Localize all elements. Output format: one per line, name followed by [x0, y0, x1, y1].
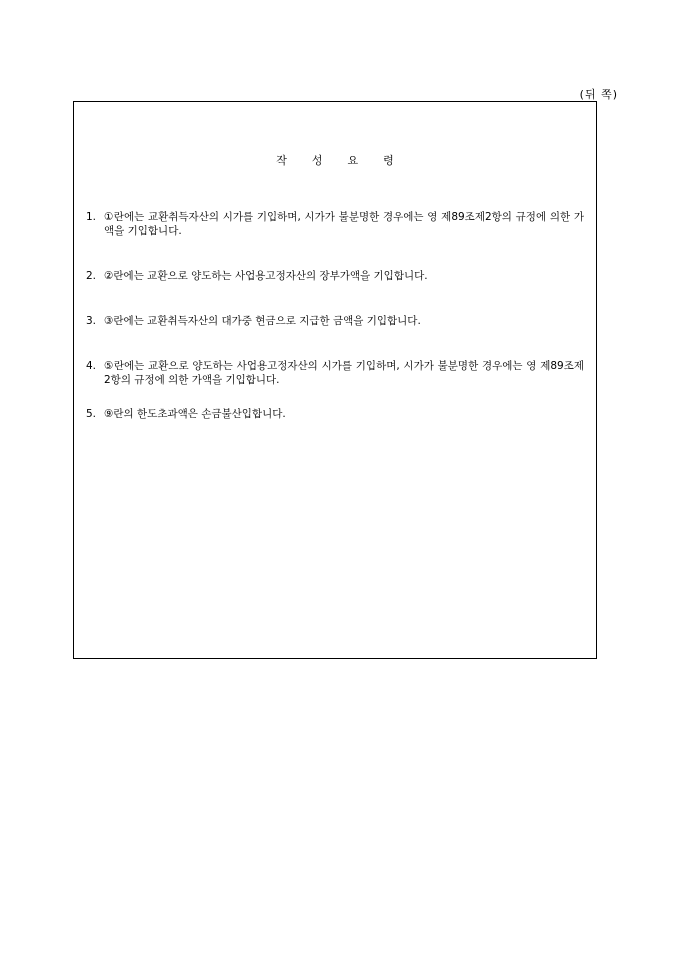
instruction-item-4	[86, 359, 584, 387]
instruction-item-5	[86, 407, 584, 421]
instruction-text: ⑨란의 한도초과액은 손금불산입합니다.	[104, 408, 286, 420]
instruction-item-1	[86, 210, 584, 238]
instruction-number: 1.	[86, 211, 97, 223]
instruction-item-2	[86, 269, 584, 283]
instruction-number: 2.	[86, 270, 97, 282]
instructions-title: 작성요령	[276, 154, 419, 167]
instruction-number: 3.	[86, 315, 97, 327]
instruction-text: ③란에는 교환취득자산의 대가중 현금으로 지급한 금액을 기입합니다.	[104, 315, 421, 327]
instruction-item-3	[86, 314, 584, 328]
instruction-text: ②란에는 교환으로 양도하는 사업용고정자산의 장부가액을 기입합니다.	[104, 270, 428, 282]
instruction-number: 4.	[86, 360, 97, 372]
instructions-frame	[73, 101, 597, 659]
instruction-number: 5.	[86, 408, 97, 420]
instruction-text: ①란에는 교환취득자산의 시가를 기입하며, 시가가 불분명한 경우에는 영 제89조제2항의 규정에 의한 가액을 기입합니다.	[104, 211, 584, 237]
instructions-list	[86, 210, 584, 452]
instruction-text: ⑤란에는 교환으로 양도하는 사업용고정자산의 시가를 기입하며, 시가가 불분명한 경우에는 영 제89조제2항의 규정에 의한 가액을 기입합니다.	[104, 360, 584, 386]
page-side-label: (뒤 쪽)	[579, 88, 618, 101]
